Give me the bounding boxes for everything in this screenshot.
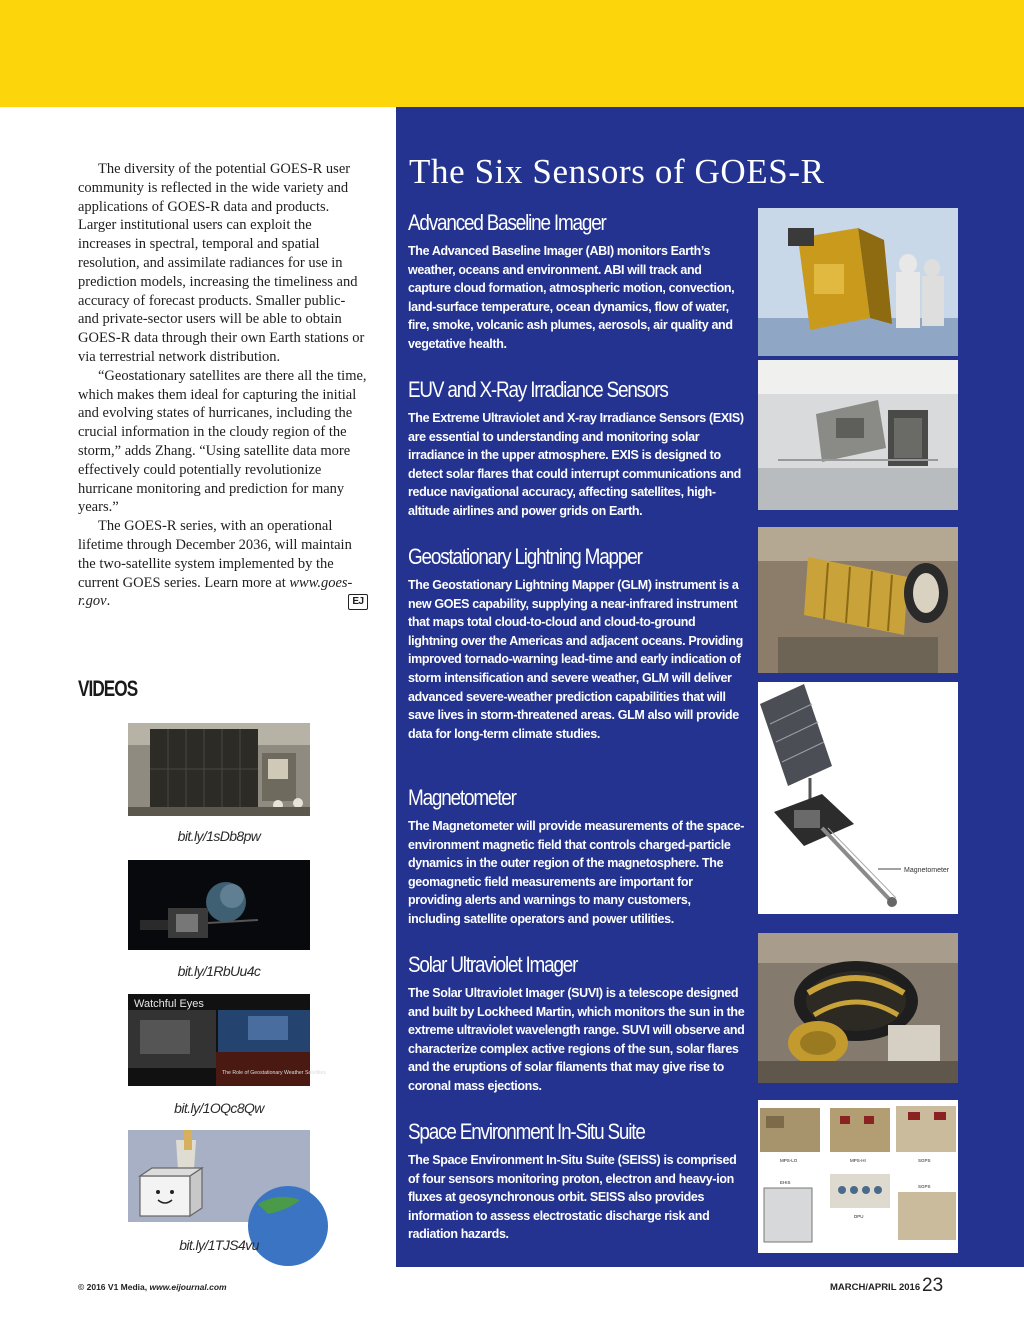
body-paragraph-1: The diversity of the potential GOES-R user community is reflected in the wide variety and applications of GOES-R data and products. Larger institutional users can exploit the increases in spectral, temporal and spatial resolution, and assimilate radiances for use in prediction models, increasing the timeliness and accuracy of forecast products. Smaller public- and private-sector users will be able to obtain GOES-R data through their own Earth stations or via terrestrial network distribution.	[78, 161, 365, 365]
goes-r-website-link[interactable]: www.goes-r.gov	[78, 574, 353, 610]
magnetometer-satellite-illustration	[758, 682, 958, 914]
end-of-article-mark: EJ	[348, 594, 368, 610]
seiss-label-dpu: DPU	[854, 1214, 864, 1219]
video-link-4[interactable]: bit.ly/1TJS4vu	[179, 1237, 259, 1253]
footer-website-link[interactable]: www.eijournal.com	[149, 1282, 227, 1292]
video-thumbnail-4[interactable]	[128, 1130, 310, 1222]
video-thumbnail-3[interactable]	[128, 994, 326, 1086]
watchful-eyes-video-image	[128, 994, 326, 1086]
sidebar-title: The Six Sensors of GOES-R	[409, 152, 825, 191]
magnetometer-callout-label: Magnetometer	[904, 867, 950, 874]
exis-body: The Extreme Ultraviolet and X-ray Irradiance Sensors (EXIS) are essential to understanding and monitoring solar irradiance in the upper atmosphere. EXIS is designed to detect solar flares that could interrupt communications and reduce navigational accuracy, affecting satellites, high-altitude airlines and power grids on Earth.	[408, 411, 744, 518]
magnetometer-body: The Magnetometer will provide measurements of the space-environment magnetic field that controls charged-particle dynamics in the outer region of the magnetosphere. The geomagnetic field measurements are important for providing alerts and warnings to many customers, including satellite operators and power utilities.	[408, 819, 745, 926]
footer-issue-date: MARCH/APRIL 2016	[830, 1282, 921, 1293]
suvi-instrument-photo	[758, 933, 958, 1083]
page-number: 23	[922, 1275, 944, 1296]
seiss-heading: Space Environment In-Situ Suite	[408, 1119, 645, 1144]
paragraph-end: .	[106, 593, 111, 610]
seiss-sensors-photo	[758, 1100, 958, 1253]
exis-heading: EUV and X-Ray Irradiance Sensors	[408, 377, 668, 402]
footer-copyright	[78, 1282, 227, 1292]
videos-heading: VIDEOS	[78, 676, 138, 701]
exis-instrument-photo	[758, 360, 958, 510]
seiss-label-sgps-2: SGPS	[918, 1184, 931, 1189]
abi-body: The Advanced Baseline Imager (ABI) monitors Earth’s weather, oceans and environment. ABI will track and capture cloud formation, atmospheric motion, convection, land-surface temperature, ocean dynamics, flow of water, fire, smoke, volcanic ash plumes, aerosols, air quality and vegetative health.	[408, 244, 735, 351]
body-paragraph-3-text: The GOES-R series, with an operational lifetime through December 2036, will maintain the two-satellite system implemented by the current GOES series. Learn more at	[78, 518, 352, 591]
body-paragraph-3	[78, 517, 368, 611]
copyright-text: © 2016 V1 Media,	[78, 1282, 150, 1292]
seiss-label-mps-hi: MPS-HI	[850, 1158, 866, 1163]
satellite-over-earth-image	[128, 860, 310, 950]
seiss-label-mps-lo: MPS-LO	[780, 1158, 798, 1163]
glm-body: The Geostationary Lightning Mapper (GLM) instrument is a new GOES capability, supplying a near-infrared instrument that maps total cloud-to-cloud and cloud-to-ground lightning over the Americas and adjacent oceans. Providing improved tornado-warning lead-time and early indication of storm intensification and severe weather, GLM will deliver advanced severe-weather prediction capabilities that will save lives in storm-threatened areas. GLM also will provide data for long-term climate studies.	[408, 578, 743, 741]
magnetometer-heading: Magnetometer	[408, 785, 516, 810]
video-link-3[interactable]: bit.ly/1OQc8Qw	[174, 1100, 264, 1116]
suvi-body: The Solar Ultraviolet Imager (SUVI) is a telescope designed and built by Lockheed Martin, which monitors the sun in the extreme ultraviolet wavelength range. SUVI will observe and characterize complex active regions of the sun, solar flares and the eruptions of solar filaments that may give rise to coronal mass ejections.	[408, 986, 745, 1093]
abi-instrument-photo	[758, 208, 958, 356]
cartoon-satellite-image	[128, 1130, 310, 1222]
watchful-eyes-subtitle: The Role of Geostationary Weather Satellites	[222, 1070, 326, 1076]
cleanroom-solar-array-image	[128, 723, 310, 816]
suvi-heading: Solar Ultraviolet Imager	[408, 952, 578, 977]
body-paragraph-2: “Geostationary satellites are there all the time, which makes them ideal for capturing the initial and evolving states of hurricanes, including the crucial information in the cloudy region of the storm,” adds Zhang. “Using satellite data more effectively could potentially revolutionize hurricane monitoring and prediction for many years.”	[78, 367, 367, 516]
seiss-label-ehis: EHIS	[780, 1180, 791, 1185]
watchful-eyes-title: Watchful Eyes	[134, 998, 204, 1010]
seiss-body: The Space Environment In-Situ Suite (SEISS) is comprised of four sensors monitoring proton, electron and heavy-ion fluxes at geosynchronous orbit. SEISS also provides information to assess electrostatic discharge risk and radiation hazards.	[408, 1153, 737, 1242]
glm-instrument-photo	[758, 527, 958, 673]
glm-heading: Geostationary Lightning Mapper	[408, 544, 642, 569]
seiss-label-sgps-1: SGPS	[918, 1158, 931, 1163]
abi-heading: Advanced Baseline Imager	[408, 210, 606, 235]
top-color-band	[0, 0, 1024, 107]
article-body	[78, 160, 368, 611]
video-thumbnail-1[interactable]	[128, 723, 310, 816]
video-link-2[interactable]: bit.ly/1RbUu4c	[177, 963, 261, 979]
video-link-1[interactable]: bit.ly/1sDb8pw	[177, 828, 261, 844]
video-thumbnail-2[interactable]	[128, 860, 310, 950]
